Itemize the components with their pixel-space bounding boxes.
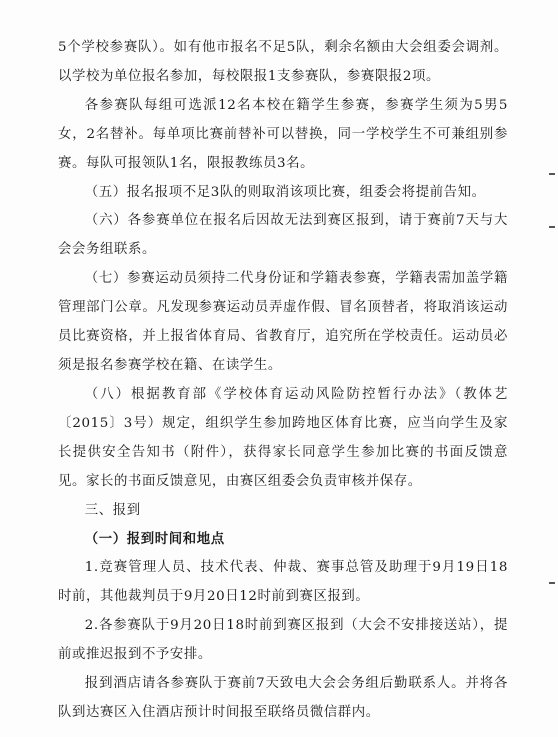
scan-edge-mark — [549, 226, 555, 228]
paragraph-item-eight: （八）根据教育部《学校体育运动风险防控暂行办法》（教体艺〔2015〕3号）规定，组织学生参加跨地区体育比赛，应当向学生及家长提供安全告知书（附件），获得家长同意学生参加比赛的书面反馈意见。家长的书面反馈意见，由赛区组委会负责审核并保存。 — [58, 386, 508, 489]
paragraph-item-six: （六）各参赛单位在报名后因故无法到赛区报到，请于赛前7天与大会会务组联系。 — [58, 213, 508, 258]
paragraph-officials-arrival: 1.竞赛管理人员、技术代表、仲裁、赛事总管及助理于9月19日18时前，其他裁判员于9月20日12时前到赛区报到。 — [58, 560, 508, 605]
paragraph-item-five: （五）报名报项不足3队的则取消该项比赛，组委会将提前告知。 — [84, 184, 486, 200]
scan-edge-mark — [549, 173, 555, 175]
section-heading-registration: 三、报到 — [84, 502, 141, 518]
scan-edge-mark — [549, 582, 555, 584]
paragraph-hotel-arrival: 报到酒店请各参赛队于赛前7天致电大会会务组后勤联系人。并将各队到达赛区入住酒店预计时间报至联络员微信群内。 — [58, 675, 508, 720]
paragraph-teams-arrival: 2.各参赛队于9月20日18时前到赛区报到（大会不安排接送站），提前或推迟报到不予安排。 — [58, 618, 508, 663]
document-body — [58, 34, 508, 728]
paragraph-continuation: 5个学校参赛队）。如有他市报名不足5队，剩余名额由大会组委会调剂。以学校为单位报名参加，每校限报1支参赛队，参赛限报2项。 — [58, 40, 508, 84]
paragraph-item-seven: （七）参赛运动员须持二代身份证和学籍表参赛，学籍表需加盖学籍管理部门公章。凡发现参赛运动员弄虚作假、冒名顶替者，将取消该运动员比赛资格，并上报省体育局、省教育厅，追究所在学校责任。运动员必须是报名参赛学校在籍、在读学生。 — [58, 271, 508, 373]
subsection-heading-time-place: （一）报到时间和地点 — [84, 531, 225, 548]
paragraph-team-composition: 各参赛队每组可选派12名本校在籍学生参赛，参赛学生须为5男5女，2名替补。每单项比赛前替补可以替换，同一学校学生不可兼组别参赛。每队可报领队1名，限报教练员3名。 — [58, 97, 508, 171]
